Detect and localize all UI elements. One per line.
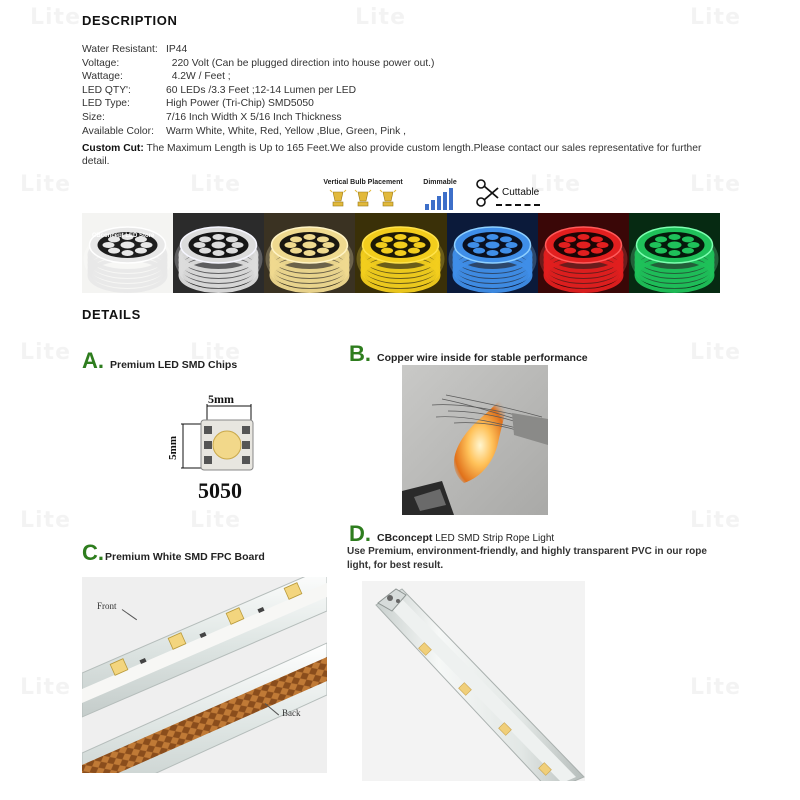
spec-row-wattage xyxy=(82,70,434,84)
spec-value: 60 LEDs /3.3 Feet ;12-14 Lumen per LED xyxy=(166,84,357,96)
smd-chip-diagram xyxy=(165,390,275,510)
watermark-text xyxy=(20,172,71,197)
bulb-icons xyxy=(327,188,399,210)
fpc-board-illustration xyxy=(82,577,327,773)
chip-dim-side-label: 5mm xyxy=(167,436,179,460)
rope-reel-icon xyxy=(629,213,720,293)
section-d-letter: D. xyxy=(349,521,371,546)
spec-row-water-resistant xyxy=(82,43,434,57)
fpc-board-photo xyxy=(82,577,327,773)
watermark-text xyxy=(190,508,241,533)
section-c-title: Premium White SMD FPC Board xyxy=(105,551,265,563)
watermark-text xyxy=(30,5,81,30)
spec-row-available-color xyxy=(82,125,434,139)
color-reel-strip xyxy=(82,213,720,293)
reel-panel xyxy=(355,213,446,293)
spec-row-size xyxy=(82,111,434,125)
smd-chip-icon xyxy=(165,390,275,490)
chip-dim-top: 5mm xyxy=(208,392,234,406)
rope-light-photo xyxy=(362,581,585,781)
custom-cut-paragraph xyxy=(82,142,722,169)
watermark-text xyxy=(690,340,741,365)
spec-row-led-qty xyxy=(82,84,434,98)
watermark-text xyxy=(690,5,741,30)
rope-reel-icon xyxy=(355,213,446,293)
feature-cuttable-label: Cuttable xyxy=(502,187,540,198)
spec-value: 220 Volt (Can be plugged direction into house power out.) xyxy=(166,57,435,69)
rope-reel-icon xyxy=(447,213,538,293)
section-a-letter: A. xyxy=(82,348,104,373)
copper-wire-photo xyxy=(402,365,548,515)
reel-panel xyxy=(629,213,720,293)
section-a-title: Premium LED SMD Chips xyxy=(110,359,238,371)
section-d-body: Use Premium, environment-friendly, and highly transparent PVC in our rope light, for best result. xyxy=(347,546,707,571)
custom-cut-label: Custom Cut: xyxy=(82,143,144,154)
store-label: CBconcept LED Store xyxy=(92,233,155,239)
feature-vertical-label: Vertical Bulb Placement xyxy=(323,179,403,186)
watermark-text xyxy=(20,508,71,533)
section-b-letter: B. xyxy=(349,341,371,366)
watermark-text xyxy=(690,508,741,533)
feature-vertical-bulb xyxy=(318,179,408,210)
spec-label: Water Resistant: xyxy=(82,44,158,55)
rope-light-illustration xyxy=(362,581,585,781)
watermark-text xyxy=(190,172,241,197)
details-heading: DETAILS xyxy=(82,307,141,322)
rope-reel-icon xyxy=(538,213,629,293)
watermark-text xyxy=(20,340,71,365)
watermark-text xyxy=(690,172,741,197)
reel-panel xyxy=(82,213,173,293)
section-b-title: Copper wire inside for stable performance xyxy=(377,352,588,364)
section-d-header xyxy=(349,521,554,547)
custom-cut-text: The Maximum Length is Up to 165 Feet.We also provide custom length.Please contact our sales representative for further detail. xyxy=(82,143,702,168)
watermark-text xyxy=(690,675,741,700)
spec-label: Available Color: xyxy=(82,125,154,137)
rope-reel-icon xyxy=(264,213,355,293)
section-b-header xyxy=(349,341,588,367)
section-c-header xyxy=(82,540,265,566)
reel-panel xyxy=(538,213,629,293)
watermark-text xyxy=(20,675,71,700)
front-label: Front xyxy=(97,601,117,611)
chip-code: 5050 xyxy=(198,478,242,503)
feature-cuttable xyxy=(474,178,546,210)
rope-reel-icon xyxy=(173,213,264,293)
rope-reel-icon xyxy=(82,213,173,293)
feature-dimmable-label: Dimmable xyxy=(423,179,457,186)
spec-value: Warm White, White, Red, Yellow ,Blue, Green, Pink , xyxy=(166,125,406,137)
spec-label: Voltage: xyxy=(82,57,120,69)
spec-value: 4.2W / Feet ; xyxy=(166,71,231,83)
section-c-letter: C. xyxy=(82,540,104,565)
section-d-title xyxy=(377,532,554,544)
section-d-brand: CBconcept xyxy=(377,532,433,544)
watermark-text xyxy=(355,5,406,30)
description-heading: DESCRIPTION xyxy=(82,13,178,28)
flame-wire-illustration xyxy=(402,365,548,515)
reel-panel xyxy=(173,213,264,293)
reel-panel xyxy=(264,213,355,293)
spec-value: 7/16 Inch Width X 5/16 Inch Thickness xyxy=(166,111,342,123)
spec-label: Wattage: xyxy=(82,71,123,83)
section-a-header xyxy=(82,348,237,374)
spec-list xyxy=(82,43,434,138)
section-d-title-text: LED SMD Strip Rope Light xyxy=(432,533,555,544)
reel-panel xyxy=(447,213,538,293)
spec-row-led-type xyxy=(82,97,434,111)
cut-line xyxy=(496,204,540,206)
spec-label: Size: xyxy=(82,111,105,123)
spec-value: IP44 xyxy=(166,44,188,55)
spec-label: LED QTY': xyxy=(82,84,131,96)
dimmable-bars-icon xyxy=(423,188,457,210)
spec-label: LED Type: xyxy=(82,98,130,110)
back-label: Back xyxy=(282,708,301,718)
feature-dimmable xyxy=(419,179,461,210)
spec-row-voltage xyxy=(82,57,434,71)
spec-value: High Power (Tri-Chip) SMD5050 xyxy=(166,98,314,110)
